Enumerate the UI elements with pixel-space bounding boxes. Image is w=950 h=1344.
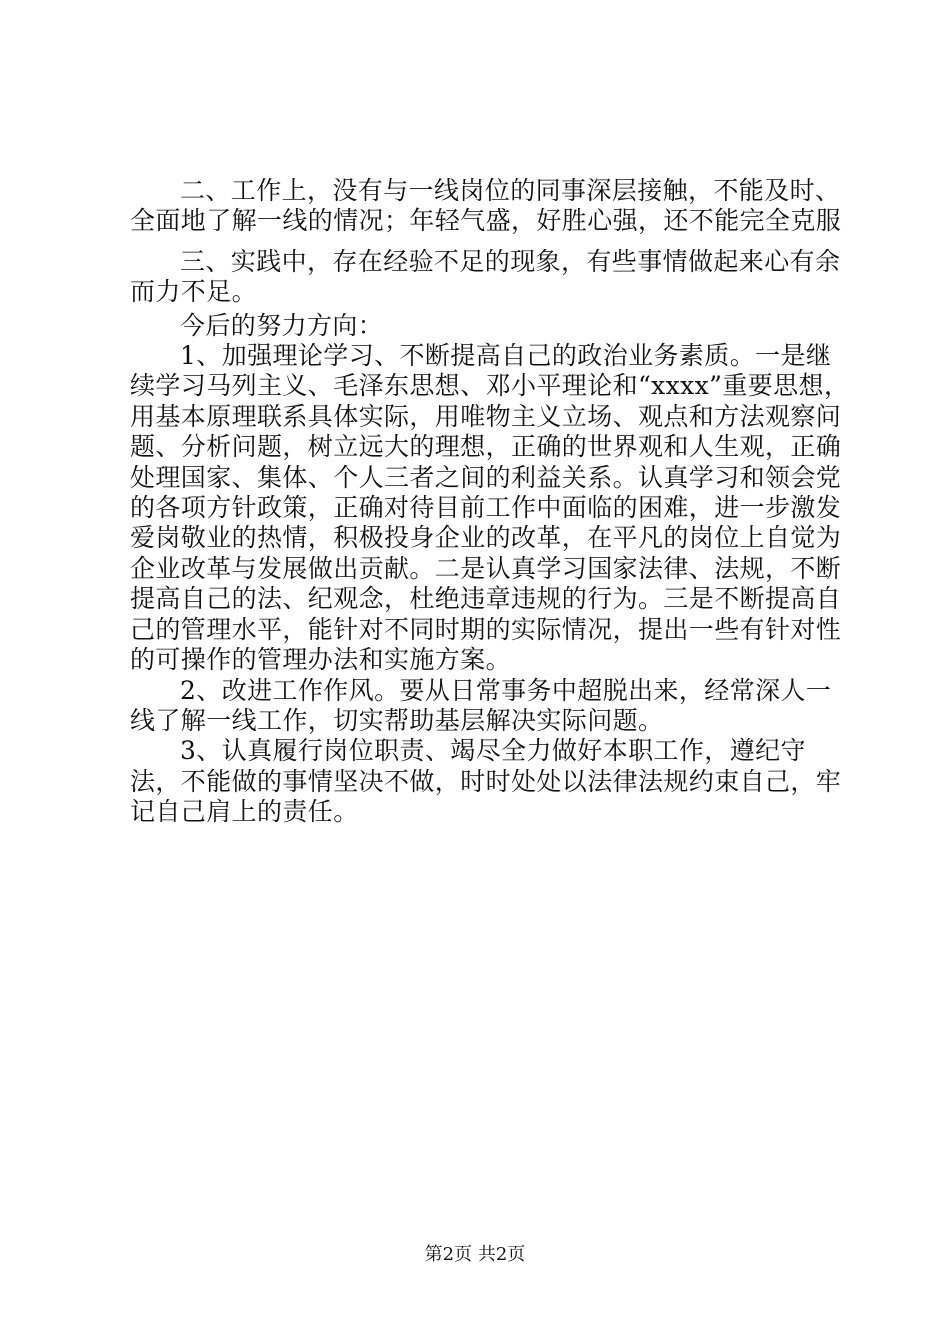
paragraph-future-direction-heading: 今后的努力方向：	[180, 310, 384, 340]
paragraph-item-3: 3、认真履行岗位职责、竭尽全力做好本职工作，遵纪守法，不能做的事情坚决不做，时时处处以法律法规约束自己，牢记自己肩上的责任。	[130, 736, 842, 827]
paragraph-item-2: 2、改进工作作风。要从日常事务中超脱出来，经常深人一线了解一线工作，切实帮助基层解决实际问题。	[130, 675, 832, 735]
page-number-label: 第2页 共2页	[424, 1244, 526, 1265]
document-body	[130, 176, 852, 828]
paragraph-practice-issue: 三、实践中，存在经验不足的现象，有些事情做起来心有余而力不足。	[130, 246, 841, 307]
paragraph-work-issue: 二、工作上，没有与一线岗位的同事深层接触，不能及时、全面地了解一线的情况；年轻气盛，好胜心强，还不能完全克服	[130, 176, 842, 236]
paragraph-item-1: 1、加强理论学习、不断提高自己的政治业务素质。一是继续学习马列主义、毛泽东思想、邓小平理论和“xxxx”重要思想，用基本原理联系具体实际，用唯物主义立场、观点和方法观察问题、分析问题，树立远大的理想，正确的世界观和人生观，正确处理国家、集体、个人三者之间的利益关系。认真学习和领会党的各项方针政策，正确对待目前工作中面临的困难，进一步激发爱岗敬业的热情，积极投身企业的改革，在平凡的岗位上自觉为企业改革与发展做出贡献。二是认真学习国家法律、法规，不断提高自己的法、纪观念，杜绝违章违规的行为。三是不断提高自己的管理水平，能针对不同时期的实际情况，提出一些有针对性的可操作的管理办法和实施方案。	[130, 341, 850, 675]
page-footer	[0, 1244, 950, 1266]
